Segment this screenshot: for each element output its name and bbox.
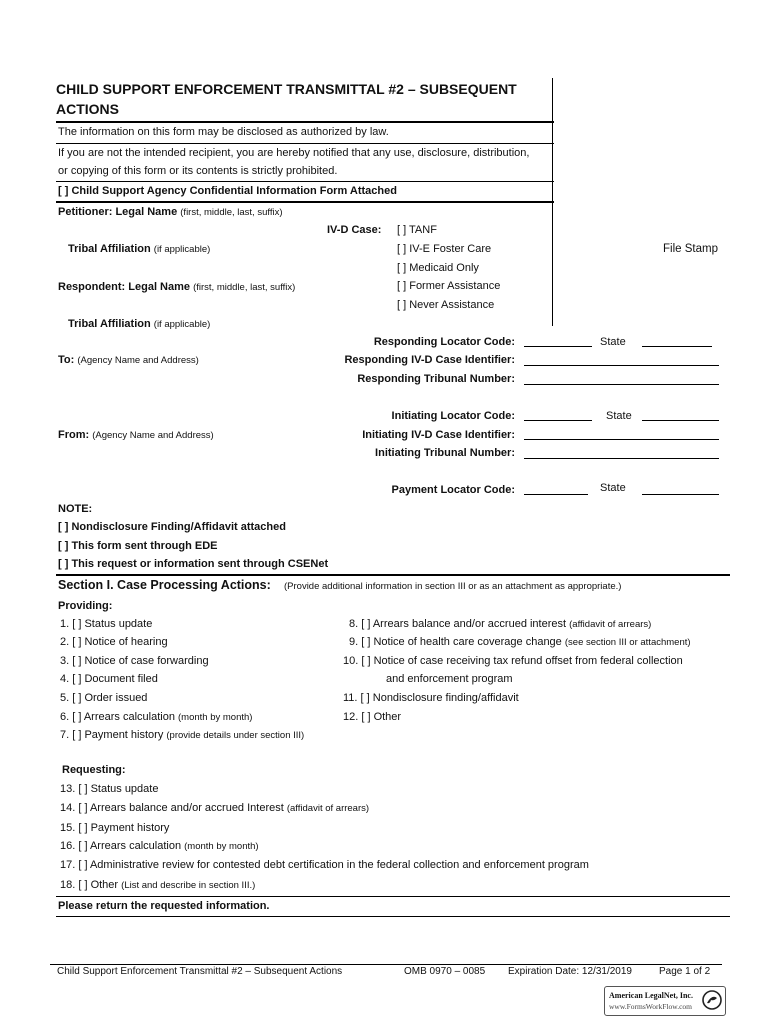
- footer-page: Page 1 of 2: [659, 966, 711, 977]
- footer-title: Child Support Enforcement Transmittal #2 – Subsequent Actions: [57, 966, 343, 977]
- section-hint: (Provide additional information in section III or as an attachment as appropriate.): [284, 581, 622, 592]
- responding-tribunal-label: Responding Tribunal Number:: [357, 373, 515, 385]
- providing-item-12[interactable]: 12. [ ] Other: [343, 711, 402, 723]
- legalnet-logo-icon: [702, 990, 722, 1010]
- ivd-option-tanf[interactable]: [ ] TANF: [397, 224, 437, 236]
- responding-state-field[interactable]: [642, 346, 712, 347]
- initiating-case-id-field[interactable]: [524, 439, 719, 440]
- section-rule: [56, 574, 730, 576]
- legalnet-name: American LegalNet, Inc.: [609, 991, 693, 1000]
- providing-label: Providing:: [58, 600, 113, 612]
- petitioner-tribal-label: Tribal Affiliation (if applicable): [68, 243, 211, 255]
- from-label: From: (Agency Name and Address): [58, 429, 214, 441]
- providing-item-2[interactable]: 2. [ ] Notice of hearing: [60, 636, 168, 648]
- notice-line2: or copying of this form or its contents is strictly prohibited.: [58, 165, 338, 177]
- providing-item-10[interactable]: 10. [ ] Notice of case receiving tax refund offset from federal collection: [343, 655, 683, 667]
- note-label: NOTE:: [58, 503, 93, 515]
- responding-locator-field[interactable]: [524, 346, 592, 347]
- providing-item-10-cont: and enforcement program: [386, 673, 513, 685]
- notice-line1: If you are not the intended recipient, you are hereby notified that any use, disclosure, distribution,: [58, 147, 530, 159]
- providing-item-11[interactable]: 11. [ ] Nondisclosure finding/affidavit: [343, 692, 519, 704]
- requesting-item-16[interactable]: 16. [ ] Arrears calculation (month by month): [60, 840, 259, 852]
- disclosure-text: The information on this form may be disclosed as authorized by law.: [58, 126, 389, 138]
- initiating-state-label: State: [606, 410, 632, 422]
- form-title-line2: ACTIONS: [56, 101, 119, 117]
- footer-omb: OMB 0970 – 0085: [404, 966, 486, 977]
- requesting-item-18[interactable]: 18. [ ] Other (List and describe in section III.): [60, 879, 256, 891]
- payment-locator-label: Payment Locator Code:: [391, 484, 515, 496]
- requesting-label: Requesting:: [62, 764, 126, 776]
- responding-tribunal-field[interactable]: [524, 384, 719, 385]
- return-bottom-rule: [56, 916, 730, 917]
- providing-item-4[interactable]: 4. [ ] Document filed: [60, 673, 158, 685]
- ivd-option-medicaid[interactable]: [ ] Medicaid Only: [397, 262, 479, 274]
- payment-state-label: State: [600, 482, 626, 494]
- requesting-item-17[interactable]: 17. [ ] Administrative review for contested debt certification in the federal collection and enforcement program: [60, 859, 589, 871]
- legalnet-badge: [604, 986, 726, 1016]
- providing-item-3[interactable]: 3. [ ] Notice of case forwarding: [60, 655, 209, 667]
- responding-case-id-label: Responding IV-D Case Identifier:: [344, 354, 515, 366]
- respondent-label: Respondent: Legal Name (first, middle, last, suffix): [58, 281, 296, 293]
- confidential-rule: [56, 201, 554, 203]
- section-title: Section I. Case Processing Actions:: [58, 578, 271, 592]
- ivd-option-former[interactable]: [ ] Former Assistance: [397, 280, 501, 292]
- providing-item-9[interactable]: 9. [ ] Notice of health care coverage change (see section III or attachment): [349, 636, 691, 648]
- initiating-state-field[interactable]: [642, 420, 719, 421]
- initiating-locator-label: Initiating Locator Code:: [391, 410, 515, 422]
- footer-rule: [50, 964, 722, 965]
- ivd-case-label: IV-D Case:: [327, 224, 382, 236]
- providing-item-1[interactable]: 1. [ ] Status update: [60, 618, 153, 630]
- note-ede-checkbox[interactable]: [ ] This form sent through EDE: [58, 540, 218, 552]
- requesting-item-14[interactable]: 14. [ ] Arrears balance and/or accrued Interest (affidavit of arrears): [60, 802, 370, 814]
- responding-case-id-field[interactable]: [524, 365, 719, 366]
- ivd-option-foster-care[interactable]: [ ] IV-E Foster Care: [397, 243, 492, 255]
- requesting-item-15[interactable]: 15. [ ] Payment history: [60, 822, 170, 834]
- return-text: Please return the requested information.: [58, 900, 270, 912]
- title-rule: [56, 121, 554, 123]
- initiating-tribunal-field[interactable]: [524, 458, 719, 459]
- initiating-locator-field[interactable]: [524, 420, 592, 421]
- notice-rule: [56, 181, 554, 182]
- legalnet-url: www.FormsWorkFlow.com: [609, 1002, 693, 1011]
- file-stamp-label: File Stamp: [663, 243, 718, 255]
- respondent-tribal-label: Tribal Affiliation (if applicable): [68, 318, 211, 330]
- responding-locator-label: Responding Locator Code:: [373, 336, 515, 348]
- payment-state-field[interactable]: [642, 494, 719, 495]
- providing-item-6[interactable]: 6. [ ] Arrears calculation (month by month): [60, 711, 253, 723]
- responding-state-label: State: [600, 336, 626, 348]
- to-label: To: (Agency Name and Address): [58, 354, 199, 366]
- note-csenet-checkbox[interactable]: [ ] This request or information sent through CSENet: [58, 558, 329, 570]
- footer-expiration: Expiration Date: 12/31/2019: [508, 966, 632, 977]
- ivd-option-never[interactable]: [ ] Never Assistance: [397, 299, 495, 311]
- requesting-item-13[interactable]: 13. [ ] Status update: [60, 783, 159, 795]
- initiating-tribunal-label: Initiating Tribunal Number:: [375, 447, 515, 459]
- providing-item-5[interactable]: 5. [ ] Order issued: [60, 692, 148, 704]
- payment-locator-field[interactable]: [524, 494, 588, 495]
- note-nondisclosure-checkbox[interactable]: [ ] Nondisclosure Finding/Affidavit attached: [58, 521, 286, 533]
- confidential-form-checkbox[interactable]: [ ] Child Support Agency Confidential Information Form Attached: [58, 185, 397, 197]
- return-top-rule: [56, 896, 730, 897]
- form-title-line1: CHILD SUPPORT ENFORCEMENT TRANSMITTAL #2 – SUBSEQUENT: [56, 81, 517, 97]
- providing-item-8[interactable]: 8. [ ] Arrears balance and/or accrued interest (affidavit of arrears): [349, 618, 652, 630]
- disclosure-rule: [56, 143, 554, 144]
- providing-item-7[interactable]: 7. [ ] Payment history (provide details under section III): [60, 729, 305, 741]
- petitioner-label: Petitioner: Legal Name (first, middle, last, suffix): [58, 206, 283, 218]
- initiating-case-id-label: Initiating IV-D Case Identifier:: [362, 429, 515, 441]
